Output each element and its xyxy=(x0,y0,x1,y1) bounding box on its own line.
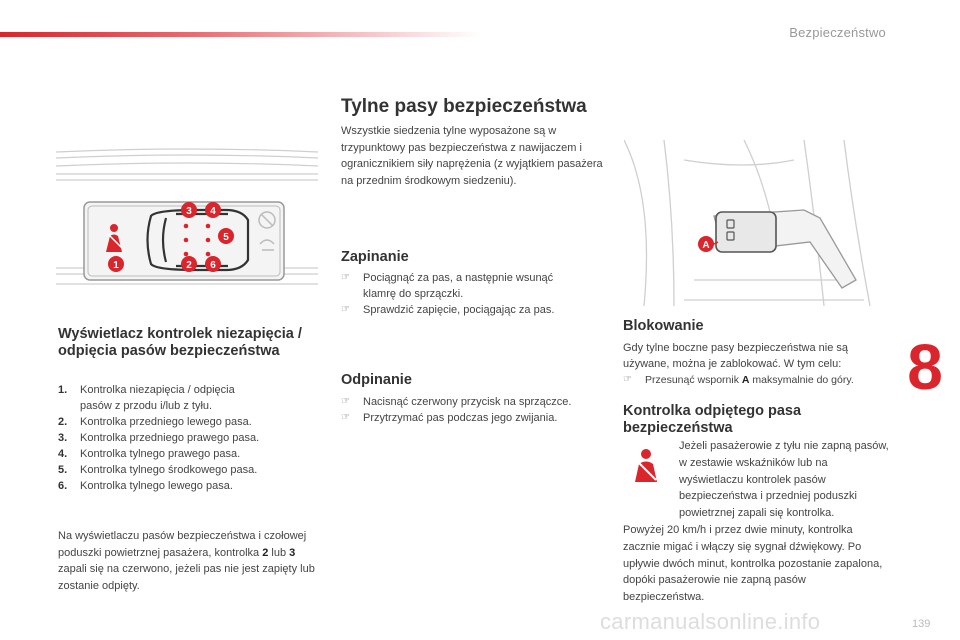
locking-list xyxy=(623,372,887,388)
list-item: 2. Kontrolka przedniego lewego pasa. xyxy=(58,416,252,428)
list-item: ☞ Przesunąć wspornik A maksymalnie do góry. xyxy=(623,374,854,386)
callout-a: A xyxy=(702,240,710,251)
list-item: ☞ Przytrzymać pas podczas jego zwijania. xyxy=(341,412,558,424)
pointing-finger-icon: ☞ xyxy=(623,374,632,385)
callout-1: 1 xyxy=(113,260,119,271)
fastening-list xyxy=(341,270,603,318)
unfastening-title: Odpinanie xyxy=(341,372,412,388)
fastening-title: Zapinanie xyxy=(341,249,409,265)
warning-title: Kontrolka odpiętego pasa bezpieczeństwa xyxy=(623,403,802,436)
callout-6: 6 xyxy=(210,260,216,271)
pointing-finger-icon: ☞ xyxy=(341,304,350,315)
list-item: ☞ Sprawdzić zapięcie, pociągając za pas. xyxy=(341,304,555,316)
pointing-finger-icon: ☞ xyxy=(341,396,350,407)
unfastening-list xyxy=(341,394,603,426)
list-item: 6. Kontrolka tylnego lewego pasa. xyxy=(58,480,233,492)
watermark: carmanualsonline.info xyxy=(600,609,821,634)
seatbelt-warning-icon xyxy=(627,446,665,484)
belt-bracket-illustration xyxy=(624,140,876,306)
page-title: Tylne pasy bezpieczeństwa xyxy=(341,96,587,117)
list-item: ☞ Pociągnąć za pas, a następnie wsunąć klamrę do sprzączki. xyxy=(341,272,554,300)
callout-2: 2 xyxy=(186,260,192,271)
list-item: 4. Kontrolka tylnego prawego pasa. xyxy=(58,448,241,460)
warning-paragraph: Jeżeli pasażerowie z tyłu nie zapną pasów, w zestawie wskaźników lub na wyświetlaczu kontrolek pasów bezpieczeństwa i przedniej poduszki powietrznej zapali się kontrolka. xyxy=(679,440,889,520)
section-title: Bezpieczeństwo xyxy=(789,25,886,40)
header-accent-bar xyxy=(0,32,480,37)
left-paragraph: Na wyświetlaczu pasów bezpieczeństwa i czołowej poduszki powietrznej pasażera, kontrolka 2 lub 3 zapali się na czerwono, jeżeli pas nie jest zapięty lub zostanie odpięty. xyxy=(58,530,315,592)
callout-3: 3 xyxy=(186,206,192,217)
intro-paragraph: Wszystkie siedzenia tylne wyposażone są w trzypunktowy pas bezpieczeństwa z nawijaczem i ogranicznikiem siły naprężenia (z wyjątkiem pasażera na przednim środkowym siedzeniu). xyxy=(341,125,603,187)
left-section-title: Wyświetlacz kontrolek niezapięcia / odpięcia pasów bezpieczeństwa xyxy=(58,326,302,359)
chapter-number: 8 xyxy=(907,331,943,403)
warning-paragraph-2: Powyżej 20 km/h i przez dwie minuty, kontrolka zacznie migać i włączy się sygnał dźwiękowy. Po upływie dwóch minut, kontrolka pozostanie zapalona, dopóki pasażerowie nie zapną pasów bezpieczeństwa. xyxy=(623,524,883,604)
pointing-finger-icon: ☞ xyxy=(341,412,350,423)
indicator-list xyxy=(58,382,308,494)
list-item: 5. Kontrolka tylnego środkowego pasa. xyxy=(58,464,258,476)
seatbelt-display-illustration xyxy=(56,148,318,288)
locking-paragraph: Gdy tylne boczne pasy bezpieczeństwa nie są używane, można je zablokować. W tym celu: xyxy=(623,342,849,370)
list-item: 3. Kontrolka przedniego prawego pasa. xyxy=(58,432,260,444)
locking-title: Blokowanie xyxy=(623,318,704,334)
page-number: 139 xyxy=(912,618,931,630)
list-item: 1. Kontrolka niezapięcia / odpięcia pasów z przodu i/lub z tyłu. xyxy=(58,384,235,412)
list-item: ☞ Nacisnąć czerwony przycisk na sprzączce. xyxy=(341,396,572,408)
callout-4: 4 xyxy=(210,206,216,217)
pointing-finger-icon: ☞ xyxy=(341,272,350,283)
callout-5: 5 xyxy=(223,232,229,243)
